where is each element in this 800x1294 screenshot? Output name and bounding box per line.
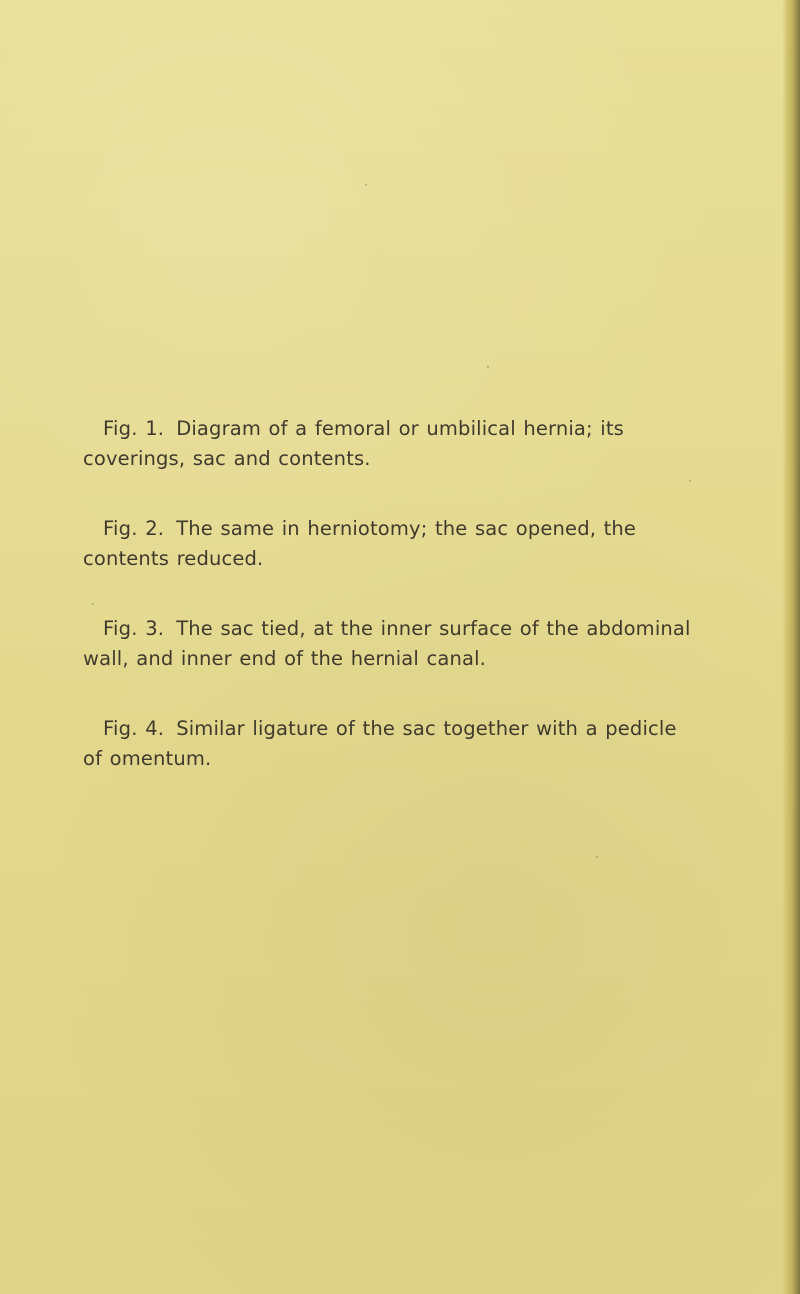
- caption-body: Diagram of a femoral or umbilical hernia; its: [176, 417, 624, 440]
- caption-line-1: [83, 514, 688, 544]
- caption-line-1: [83, 614, 691, 644]
- paper-speck: [487, 366, 489, 368]
- figure-label: Fig. 1.: [103, 417, 165, 440]
- page-edge-shadow: [782, 0, 800, 1294]
- caption-line-2: coverings, sac and contents.: [83, 447, 371, 470]
- caption-line-1: [83, 714, 688, 744]
- figure-caption-text: [83, 514, 688, 574]
- figure-caption-list: [83, 414, 691, 814]
- figure-caption-1: [83, 414, 688, 474]
- figure-caption-4: [83, 714, 688, 774]
- paper-speck: [365, 184, 367, 186]
- caption-line-2: wall, and inner end of the hernial canal.: [83, 647, 487, 670]
- figure-caption-text: [83, 614, 691, 674]
- figure-label: Fig. 4.: [103, 717, 165, 740]
- figure-caption-text: [83, 414, 688, 474]
- paper-speck: [596, 856, 598, 858]
- figure-caption-text: [83, 714, 688, 774]
- paper-speck: [689, 480, 691, 482]
- figure-label: Fig. 2.: [103, 517, 165, 540]
- caption-body: The same in herniotomy; the sac opened, the: [176, 517, 637, 540]
- figure-caption-2: [83, 514, 688, 574]
- caption-line-2: of omentum.: [83, 747, 212, 770]
- caption-line-2: contents reduced.: [83, 547, 264, 570]
- caption-line-1: [83, 414, 688, 444]
- figure-label: Fig. 3.: [103, 617, 165, 640]
- figure-caption-3: [83, 614, 691, 674]
- caption-body: Similar ligature of the sac together with a pedicle: [176, 717, 677, 740]
- caption-body: The sac tied, at the inner surface of the abdominal: [176, 617, 691, 640]
